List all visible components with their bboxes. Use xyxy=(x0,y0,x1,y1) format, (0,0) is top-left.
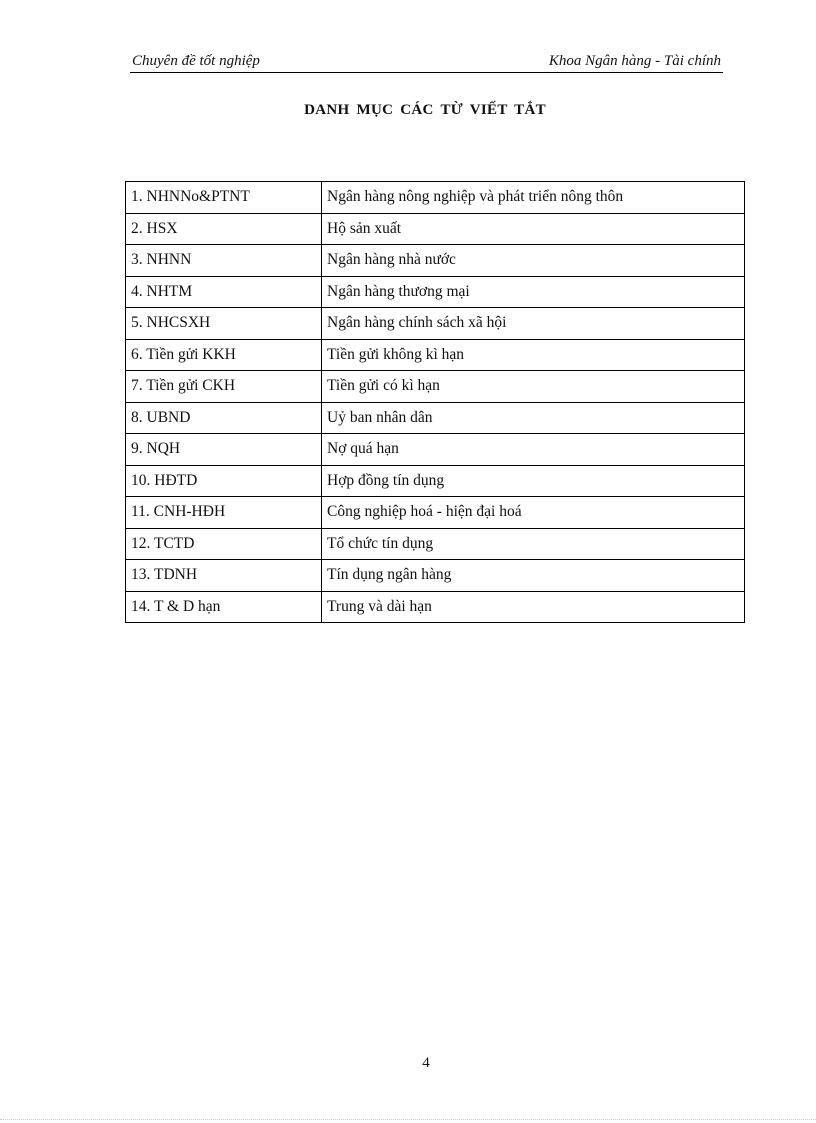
abbreviation-cell: 4. NHTM xyxy=(126,276,322,308)
abbreviation-cell: 8. UBND xyxy=(126,402,322,434)
table-row xyxy=(126,308,745,340)
table-row xyxy=(126,497,745,529)
table-row xyxy=(126,371,745,403)
header-left-text: Chuyên đề tốt nghiệp xyxy=(132,53,260,69)
table-row xyxy=(126,402,745,434)
table-row xyxy=(126,528,745,560)
meaning-cell: Nợ quá hạn xyxy=(322,434,745,466)
header-right-text: Khoa Ngân hàng - Tài chính xyxy=(548,53,721,69)
table-row xyxy=(126,276,745,308)
meaning-cell: Ngân hàng nhà nước xyxy=(322,245,745,277)
page-title: DANH MỤC CÁC TỪ VIẾT TẮT xyxy=(304,102,546,118)
abbreviation-cell: 10. HĐTD xyxy=(126,465,322,497)
table-row xyxy=(126,339,745,371)
table-row xyxy=(126,213,745,245)
abbreviation-cell: 13. TDNH xyxy=(126,560,322,592)
abbreviation-cell: 1. NHNNo&PTNT xyxy=(126,182,322,214)
abbreviation-cell: 2. HSX xyxy=(126,213,322,245)
abbreviation-cell: 7. Tiền gửi CKH xyxy=(126,371,322,403)
abbreviation-cell: 14. T & D hạn xyxy=(126,591,322,623)
meaning-cell: Trung và dài hạn xyxy=(322,591,745,623)
meaning-cell: Tổ chức tín dụng xyxy=(322,528,745,560)
abbreviation-cell: 6. Tiền gửi KKH xyxy=(126,339,322,371)
page-bottom-divider xyxy=(0,1119,816,1120)
abbreviation-cell: 5. NHCSXH xyxy=(126,308,322,340)
table-row xyxy=(126,434,745,466)
table-row xyxy=(126,591,745,623)
abbreviation-table xyxy=(125,181,745,623)
page-header xyxy=(130,52,723,73)
abbreviation-cell: 3. NHNN xyxy=(126,245,322,277)
abbreviation-table-body xyxy=(126,182,745,623)
meaning-cell: Tiền gửi không kì hạn xyxy=(322,339,745,371)
abbreviation-cell: 12. TCTD xyxy=(126,528,322,560)
meaning-cell: Ngân hàng thương mại xyxy=(322,276,745,308)
page-number: 4 xyxy=(422,1055,430,1071)
table-row xyxy=(126,245,745,277)
meaning-cell: Hộ sản xuất xyxy=(322,213,745,245)
meaning-cell: Ngân hàng chính sách xã hội xyxy=(322,308,745,340)
meaning-cell: Công nghiệp hoá - hiện đại hoá xyxy=(322,497,745,529)
meaning-cell: Ngân hàng nông nghiệp và phát triển nông thôn xyxy=(322,182,745,214)
meaning-cell: Uỷ ban nhân dân xyxy=(322,402,745,434)
abbreviation-cell: 11. CNH-HĐH xyxy=(126,497,322,529)
meaning-cell: Tiền gửi có kì hạn xyxy=(322,371,745,403)
table-row xyxy=(126,465,745,497)
abbreviation-cell: 9. NQH xyxy=(126,434,322,466)
meaning-cell: Hợp đồng tín dụng xyxy=(322,465,745,497)
table-row xyxy=(126,560,745,592)
table-row xyxy=(126,182,745,214)
meaning-cell: Tín dụng ngân hàng xyxy=(322,560,745,592)
